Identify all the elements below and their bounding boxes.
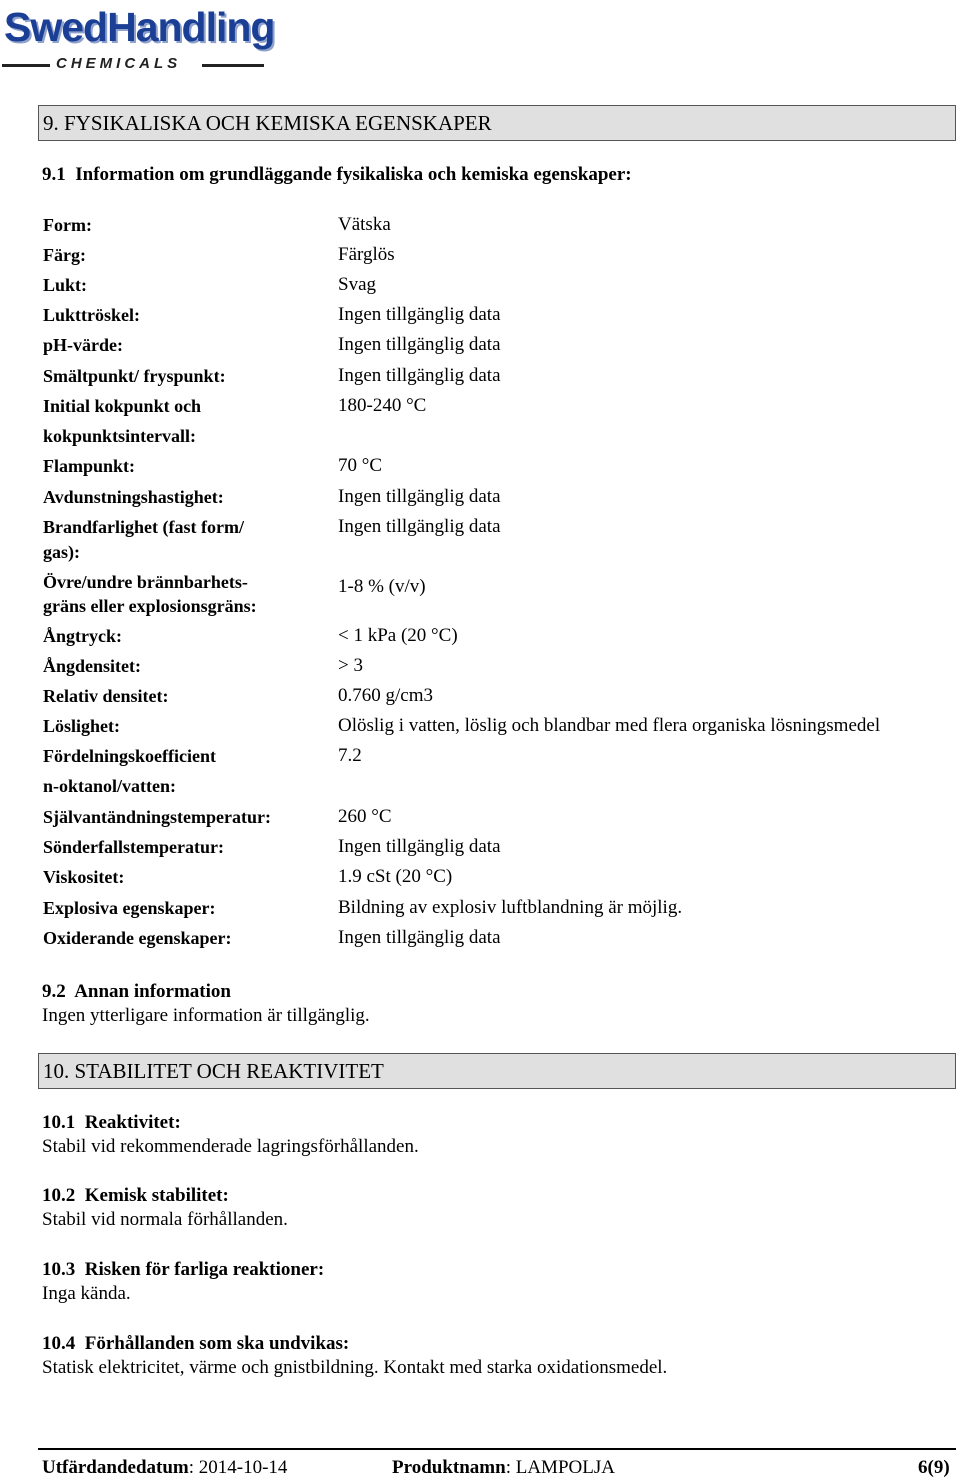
subsection-10-1-heading xyxy=(42,1112,181,1134)
property-label: Lukttröskel: xyxy=(43,305,141,325)
section-9-heading: 9. FYSIKALISKA OCH KEMISKA EGENSKAPER xyxy=(38,105,956,141)
footer-product-name xyxy=(392,1457,615,1479)
subsection-number: 9.2 xyxy=(42,981,66,1002)
property-value: 7.2 xyxy=(338,745,362,766)
property-value: Bildning av explosiv luftblandning är möjlig. xyxy=(338,897,683,918)
property-label: Löslighet: xyxy=(43,716,121,736)
property-value: Färglös xyxy=(338,244,395,265)
property-value: Ingen tillgänglig data xyxy=(338,486,501,507)
property-value: Olöslig i vatten, löslig och blandbar med flera organiska lösningsmedel xyxy=(338,715,881,736)
property-label: Övre/undre brännbarhets- xyxy=(43,572,248,592)
property-value: 0.760 g/cm3 xyxy=(338,685,433,706)
subsection-10-2-text: Stabil vid normala förhållanden. xyxy=(42,1209,288,1230)
section-10-heading: 10. STABILITET OCH REAKTIVITET xyxy=(38,1053,956,1089)
property-label: Självantändningstemperatur: xyxy=(43,807,272,827)
property-value: > 3 xyxy=(338,655,363,676)
footer-date-value: : 2014-10-14 xyxy=(188,1457,288,1478)
subsection-title: Information om grundläggande fysikaliska och kemiska egenskaper: xyxy=(75,164,632,185)
property-value: Ingen tillgänglig data xyxy=(338,334,501,355)
property-label-continued: gas): xyxy=(43,542,80,562)
subsection-title: Förhållanden som ska undvikas: xyxy=(84,1333,350,1354)
property-value: 70 °C xyxy=(338,455,383,476)
property-label: Viskositet: xyxy=(43,867,125,887)
property-label-continued: kokpunktsintervall: xyxy=(43,426,197,446)
property-label: Flampunkt: xyxy=(43,456,136,476)
property-value: 180-240 °C xyxy=(338,395,427,416)
property-label: Smältpunkt/ fryspunkt: xyxy=(43,366,226,386)
subsection-number: 10.1 xyxy=(42,1112,76,1133)
property-value: 1-8 % (v/v) xyxy=(338,576,426,597)
subsection-number: 9.1 xyxy=(42,164,66,185)
property-value: 1.9 cSt (20 °C) xyxy=(338,866,453,887)
property-label: Ångdensitet: xyxy=(43,656,141,676)
logo-rule-right xyxy=(202,64,264,67)
subsection-title: Kemisk stabilitet: xyxy=(84,1185,229,1206)
subsection-9-2-heading xyxy=(42,981,231,1003)
subsection-number: 10.2 xyxy=(42,1185,76,1206)
property-value: Ingen tillgänglig data xyxy=(338,304,501,325)
subsection-10-3-heading xyxy=(42,1259,324,1281)
property-value: Ingen tillgänglig data xyxy=(338,365,501,386)
company-logo xyxy=(2,4,275,74)
footer-product-label: Produktnamn xyxy=(392,1457,506,1478)
logo-rule-left xyxy=(2,64,50,67)
subsection-number: 10.4 xyxy=(42,1333,76,1354)
subsection-title: Reaktivitet: xyxy=(84,1112,181,1133)
subsection-10-1-text: Stabil vid rekommenderade lagringsförhållanden. xyxy=(42,1136,419,1157)
property-label: Explosiva egenskaper: xyxy=(43,898,216,918)
property-value: Ingen tillgänglig data xyxy=(338,836,501,857)
footer-date-label: Utfärdandedatum xyxy=(42,1457,189,1478)
property-label: Fördelningskoefficient xyxy=(43,746,216,766)
property-label: Relativ densitet: xyxy=(43,686,169,706)
property-label: Ångtryck: xyxy=(43,626,122,646)
subsection-10-4-text: Statisk elektricitet, värme och gnistbildning. Kontakt med starka oxidationsmedel. xyxy=(42,1357,668,1378)
property-value: Svag xyxy=(338,274,376,295)
property-label: Färg: xyxy=(43,245,86,265)
property-value: Ingen tillgänglig data xyxy=(338,516,501,537)
property-label: Form: xyxy=(43,215,92,235)
subsection-9-1-heading xyxy=(42,164,632,186)
property-value: < 1 kPa (20 °C) xyxy=(338,625,458,646)
logo-brand-text: SwedHandling xyxy=(4,4,275,50)
footer-issue-date xyxy=(42,1457,287,1479)
property-label: Brandfarlighet (fast form/ xyxy=(43,517,244,537)
property-label-continued: n-oktanol/vatten: xyxy=(43,776,177,796)
subsection-title: Risken för farliga reaktioner: xyxy=(84,1259,325,1280)
property-label: Sönderfallstemperatur: xyxy=(43,837,224,857)
property-value: Vätska xyxy=(338,214,391,235)
property-label: Initial kokpunkt och xyxy=(43,396,202,416)
property-label: Oxiderande egenskaper: xyxy=(43,928,232,948)
property-value: 260 °C xyxy=(338,806,392,827)
subsection-10-3-text: Inga kända. xyxy=(42,1283,131,1304)
subsection-number: 10.3 xyxy=(42,1259,76,1280)
footer-product-value: : LAMPOLJA xyxy=(505,1457,615,1478)
property-label: pH-värde: xyxy=(43,335,123,355)
property-label-continued: gräns eller explosionsgräns: xyxy=(43,596,257,616)
subsection-10-4-heading xyxy=(42,1333,349,1355)
property-label: Lukt: xyxy=(43,275,88,295)
subsection-9-2-text: Ingen ytterligare information är tillgänglig. xyxy=(42,1005,370,1026)
footer-page-number: 6(9) xyxy=(918,1457,950,1478)
logo-sub-text: CHEMICALS xyxy=(56,55,182,72)
property-value: Ingen tillgänglig data xyxy=(338,927,501,948)
subsection-title: Annan information xyxy=(74,981,231,1002)
footer-rule xyxy=(38,1448,956,1450)
subsection-10-2-heading xyxy=(42,1185,229,1207)
property-label: Avdunstningshastighet: xyxy=(43,487,224,507)
